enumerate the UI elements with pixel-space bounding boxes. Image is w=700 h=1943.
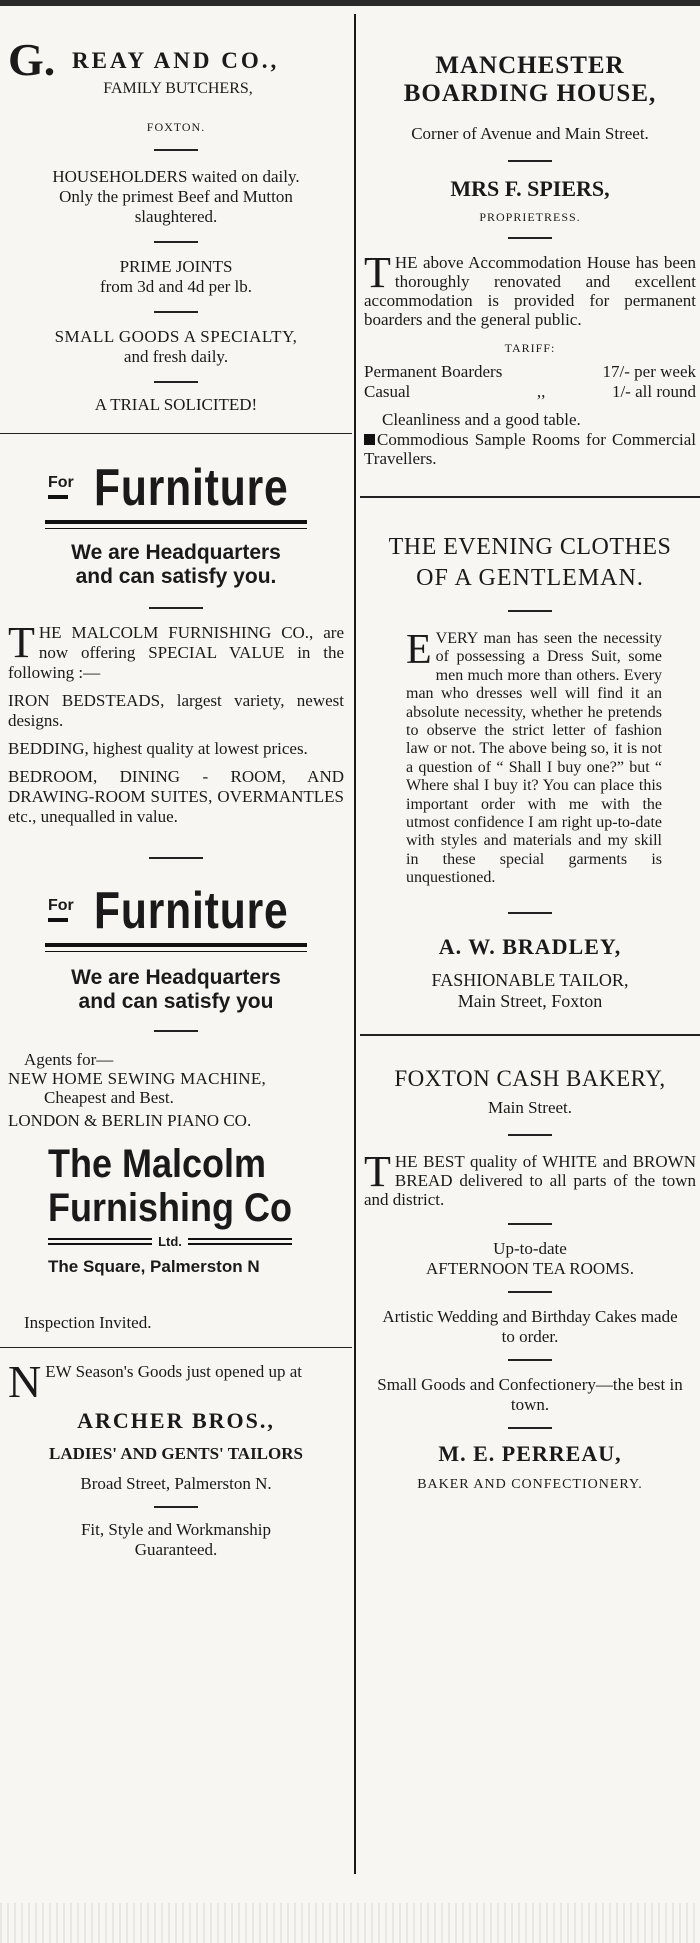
furniture-advert-2 xyxy=(0,883,352,1333)
bradley-address: Main Street, Foxton xyxy=(457,990,603,1011)
piano-co: LONDON & BERLIN PIANO CO. xyxy=(8,1111,252,1130)
section-rule xyxy=(0,1347,352,1348)
drop-cap: T xyxy=(8,618,35,667)
archer-name: ARCHER BROS., xyxy=(77,1408,275,1433)
clothes-advert xyxy=(360,534,700,1012)
bradley-name: A. W. BRADLEY, xyxy=(438,933,622,959)
brand-address: The Square, Palmerston N xyxy=(48,1257,260,1276)
divider xyxy=(508,1427,552,1429)
divider xyxy=(154,1030,198,1032)
reay-price: from 3d and 4d per lb. xyxy=(99,277,253,296)
reay-advert xyxy=(0,12,352,415)
clothes-title-1: THE EVENING CLOTHES xyxy=(388,534,672,560)
reay-small-goods: SMALL GOODS A SPECIALTY, xyxy=(54,327,298,346)
divider xyxy=(508,1291,552,1293)
divider xyxy=(154,311,198,313)
tariff-row-2-value: 1/- all round xyxy=(611,382,696,401)
headquarters-line-1: We are Headquarters xyxy=(71,541,281,564)
divider xyxy=(149,607,203,609)
perreau-role: BAKER AND CONFECTIONERY. xyxy=(417,1476,643,1492)
archer-fit: Fit, Style and Workmanship xyxy=(80,1520,272,1539)
archer-advert xyxy=(0,1356,352,1560)
reay-trial: A TRIAL SOLICITED! xyxy=(94,395,258,414)
tariff-row-2-mark: ,, xyxy=(536,382,546,401)
tariff-row-1 xyxy=(364,362,696,382)
clothes-title-2: OF A GENTLEMAN. xyxy=(416,565,644,591)
ltd-label: Ltd. xyxy=(158,1234,182,1249)
tea-rooms-2: AFTERNOON TEA ROOMS. xyxy=(426,1258,634,1278)
perreau-name: M. E. PERREAU, xyxy=(438,1440,622,1466)
cakes: Artistic Wedding and Birthday Cakes made to order. xyxy=(382,1306,678,1346)
ltd-row xyxy=(48,1234,292,1249)
bakery-body-text: HE BEST quality of WHITE and BROWN BREAD delivered to all parts of the town and district. xyxy=(364,1151,696,1209)
double-rule xyxy=(45,520,307,529)
bradley-trade: FASHIONABLE TAILOR, xyxy=(431,969,629,990)
boarding-title-1: MANCHESTER xyxy=(435,52,625,79)
left-column xyxy=(0,12,352,1560)
divider xyxy=(508,610,552,612)
divider xyxy=(508,912,552,914)
boarding-advert xyxy=(360,52,700,468)
section-rule xyxy=(0,433,352,434)
headquarters-line-2: and can satisfy you. xyxy=(75,565,277,588)
reay-place: FOXTON. xyxy=(146,120,206,134)
cheapest: Cheapest and Best. xyxy=(44,1088,174,1107)
right-column xyxy=(360,12,700,1493)
drop-cap: T xyxy=(364,1146,391,1196)
clothes-body-text: VERY man has seen the necessity of possessing a Dress Suit, some men much more than others. Every man who dresses well will find it an absolute necessity, whether he pretends to observe the strict letter of fashion law or not. The above being so, it is not a question of “ Shall I buy one?” but “ Where shal I buy it? You can place this important order with me with the utmost confidence I am right up-to-date with styles and materials and my skill in these special garments is unquestioned. xyxy=(406,630,662,887)
double-rule xyxy=(45,943,307,952)
furniture-title: Furniture xyxy=(94,882,289,940)
divider xyxy=(154,381,198,383)
archer-trade: LADIES' AND GENTS' TAILORS xyxy=(49,1444,303,1463)
divider xyxy=(508,1359,552,1361)
drop-cap: N xyxy=(8,1356,42,1407)
bedsteads: IRON BEDSTEADS, largest variety, newest designs. xyxy=(8,691,344,730)
boarding-role: PROPRIETRESS. xyxy=(479,210,581,224)
furniture-title: Furniture xyxy=(94,459,289,517)
reay-trade: FAMILY BUTCHERS, xyxy=(103,80,253,97)
bakery-street: Main Street. xyxy=(487,1097,573,1117)
ltd-rule-left xyxy=(48,1238,152,1245)
divider xyxy=(149,857,203,859)
boarding-owner: MRS F. SPIERS, xyxy=(450,176,610,201)
furniture-heading xyxy=(48,883,352,941)
tariff-row-2-label: Casual xyxy=(364,382,411,401)
malcolm-text-advert xyxy=(0,618,352,827)
bakery-advert xyxy=(360,1066,700,1493)
tariff-row-1-value: 17/- per week xyxy=(602,362,696,381)
ltd-rule-right xyxy=(188,1238,292,1245)
reay-fresh: and fresh daily. xyxy=(123,347,229,366)
clothes-body xyxy=(406,627,662,888)
divider xyxy=(154,1506,198,1508)
boarding-title-2: BOARDING HOUSE, xyxy=(403,80,657,107)
drop-cap: T xyxy=(364,248,391,297)
malcolm-brand xyxy=(0,1142,352,1277)
divider xyxy=(508,160,552,162)
reay-primest: Only the primest Beef and Mutton slaughtered. xyxy=(59,187,293,226)
for-label: For xyxy=(48,474,74,499)
headquarters-line-2: and can satisfy you xyxy=(78,990,274,1013)
boarding-body-text: HE above Accommodation House has been thoroughly renovated and excellent accommodation is provided for permanent boarders and the general public. xyxy=(364,253,696,329)
reay-name: REAY AND CO., xyxy=(72,48,280,73)
furniture-heading xyxy=(48,460,352,518)
boarding-body xyxy=(364,248,696,329)
sample-rooms-text: Commodious Sample Rooms for Commercial Travellers. xyxy=(364,430,696,468)
brand-line-1: The Malcolm xyxy=(48,1142,267,1186)
suites: BEDROOM, DINING - ROOM, AND DRAWING-ROOM SUITES, OVERMANTLES etc., unequalled in value. xyxy=(8,767,344,826)
malcolm-intro xyxy=(8,618,344,683)
archer-intro xyxy=(8,1356,344,1407)
small-goods: Small Goods and Confectionery—the best in town. xyxy=(377,1374,683,1414)
agents-for: Agents for— xyxy=(24,1050,114,1069)
reay-householders: HOUSEHOLDERS waited on daily. xyxy=(52,167,300,186)
inspection-invited: Inspection Invited. xyxy=(24,1313,152,1332)
reay-prime-joints: PRIME JOINTS xyxy=(119,257,233,276)
headquarters-line-1: We are Headquarters xyxy=(71,966,281,989)
furniture-advert-1 xyxy=(0,460,352,609)
tea-rooms-1: Up-to-date xyxy=(493,1238,567,1258)
section-rule xyxy=(360,496,700,498)
divider xyxy=(508,1134,552,1136)
tariff-row-1-label: Permanent Boarders xyxy=(364,362,503,381)
bullet-square-icon xyxy=(364,434,375,445)
reay-initial: G. xyxy=(8,34,56,85)
divider xyxy=(154,241,198,243)
bakery-title: FOXTON CASH BAKERY, xyxy=(394,1065,666,1091)
divider xyxy=(154,149,198,151)
sample-rooms xyxy=(364,430,696,468)
tariff-label: TARIFF: xyxy=(504,341,556,355)
tariff-row-2 xyxy=(364,382,696,402)
divider xyxy=(508,237,552,239)
cleanliness: Cleanliness and a good table. xyxy=(382,410,581,429)
archer-intro-text: EW Season's Goods just opened up at xyxy=(45,1362,303,1381)
divider xyxy=(508,1223,552,1225)
archer-guaranteed: Guaranteed. xyxy=(134,1540,218,1559)
paper-edge xyxy=(0,1903,700,1943)
malcolm-intro-text: HE MALCOLM FURNISHING CO., are now offering SPECIAL VALUE in the following :— xyxy=(8,623,344,682)
bedding: BEDDING, highest quality at lowest prices. xyxy=(8,739,308,758)
for-label: For xyxy=(48,897,74,922)
drop-cap: E xyxy=(406,627,432,673)
archer-address: Broad Street, Palmerston N. xyxy=(80,1474,272,1493)
brand-line-2: Furnishing Co xyxy=(48,1186,292,1230)
boarding-corner: Corner of Avenue and Main Street. xyxy=(411,124,649,143)
section-rule xyxy=(360,1034,700,1036)
column-divider xyxy=(354,14,356,1874)
bakery-body xyxy=(364,1146,696,1209)
sewing-machine: NEW HOME SEWING MACHINE, xyxy=(8,1069,267,1088)
top-border xyxy=(0,0,700,6)
